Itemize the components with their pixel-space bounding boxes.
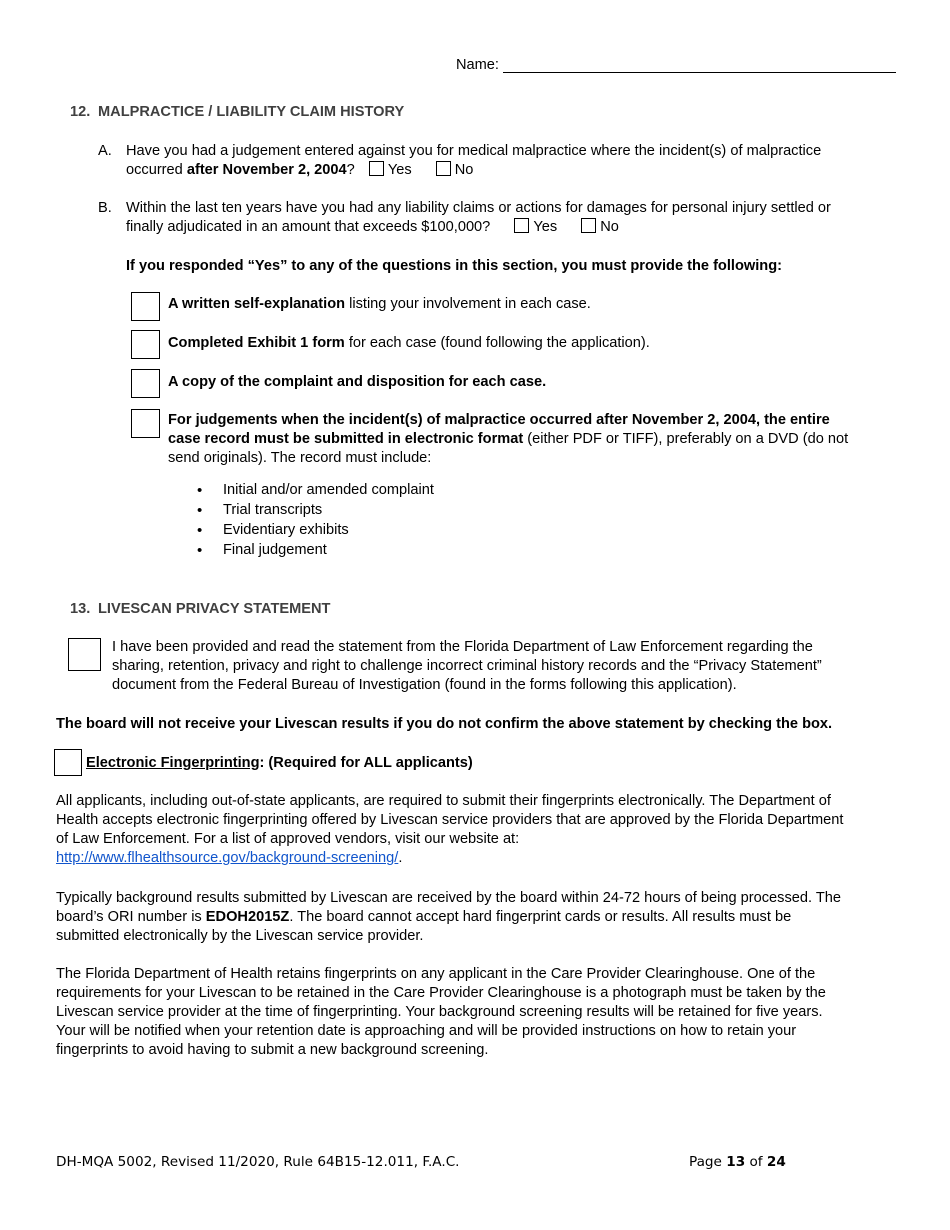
item-3: A copy of the complaint and disposition for each case. — [168, 374, 547, 390]
name-field-row — [456, 56, 896, 75]
question-b-line1: Within the last ten years have you had any liability claims or actions for damages for personal injury settled or — [126, 200, 831, 216]
fingerprinting-paragraph-3: The Florida Department of Health retains fingerprints on any applicant in the Care Provider Clearinghouse. One of the requirements for your Livescan to be retained in the Care Provider Clearinghouse is a photograph must be taken by the Livescan service provider at the time of fingerprinting. Your background screening results will be retained for five years. Your will be notified when your retention date is approaching and will be provided instructions on how to retain your fingerprints to avoid having to submit a new background screening. — [56, 966, 826, 1058]
privacy-statement: I have been provided and read the statement from the Florida Department of Law Enforcement regarding the sharing, retention, privacy and right to challenge incorrect criminal history records and the “Privacy Statement” document from the Federal Bureau of Investigation (found in the forms following this application). — [112, 639, 822, 693]
list-item: • Evidentiary exhibits — [197, 521, 434, 541]
question-b-no-checkbox[interactable] — [581, 218, 596, 233]
question-b-letter: B. — [98, 200, 112, 216]
item-2-checkbox[interactable] — [131, 330, 160, 359]
name-input-line[interactable] — [503, 57, 896, 73]
list-item: • Trial transcripts — [197, 501, 434, 521]
section-12-heading — [70, 103, 404, 122]
section-12-number: 12. — [70, 104, 91, 120]
question-a-yes-checkbox[interactable] — [369, 161, 384, 176]
question-a-no-label: No — [454, 162, 474, 178]
fingerprinting-checkbox[interactable] — [54, 749, 82, 776]
question-a-letter: A. — [98, 143, 112, 159]
question-b-no-label: No — [600, 219, 619, 235]
fingerprinting-paragraph-1: All applicants, including out-of-state applicants, are required to submit their fingerprints electronically. The Department of Health accepts electronic fingerprinting offered by Livescan service providers that are approved by the Florida Department of Law Enforcement. For a list of approved vendors, visit our website at: http://www.flhealthsource.gov/background-screening/. — [56, 793, 844, 866]
fingerprinting-paragraph-2: Typically background results submitted by Livescan are received by the board within 24-72 hours of being processed. The board’s ORI number is EDOH2015Z. The board cannot accept hard fingerprint cards or results. All results must be submitted electronically by the Livescan service provider. — [56, 890, 841, 944]
item-4: For judgements when the incident(s) of malpractice occurred after November 2, 2004, the entire case record must be submitted in electronic format (either PDF or TIFF), preferably on a DVD (do not send originals). The record must include: — [168, 412, 849, 466]
question-b-line2: finally adjudicated in an amount that exceeds $100,000? Yes No — [126, 219, 619, 235]
form-identifier: DH-MQA 5002, Revised 11/2020, Rule 64B15-12.011, F.A.C. — [56, 1154, 460, 1170]
background-screening-link[interactable]: http://www.flhealthsource.gov/background-screening/ — [56, 850, 399, 866]
item-1: A written self-explanation listing your involvement in each case. — [168, 296, 591, 312]
question-a-no-checkbox[interactable] — [436, 161, 451, 176]
question-a-line2: occurred after November 2, 2004? Yes No — [126, 162, 474, 178]
page-number: Page 13 of 24 — [689, 1154, 786, 1170]
item-1-checkbox[interactable] — [131, 292, 160, 321]
section-13-heading — [70, 600, 330, 619]
section-12-instruction: If you responded “Yes” to any of the questions in this section, you must provide the following: — [126, 258, 782, 274]
privacy-statement-checkbox[interactable] — [68, 638, 101, 671]
question-a-line1: Have you had a judgement entered against you for medical malpractice where the incident(s) of malpractice — [126, 143, 822, 159]
name-label: Name: — [456, 57, 499, 73]
list-item: • Initial and/or amended complaint — [197, 481, 434, 501]
item-4-checkbox[interactable] — [131, 409, 160, 438]
section-12-title: MALPRACTICE / LIABILITY CLAIM HISTORY — [98, 104, 405, 120]
question-b-yes-checkbox[interactable] — [514, 218, 529, 233]
section-13-number: 13. — [70, 601, 91, 617]
item-3-checkbox[interactable] — [131, 369, 160, 398]
question-a — [126, 142, 906, 180]
item-2: Completed Exhibit 1 form for each case (found following the application). — [168, 335, 650, 351]
question-b — [126, 199, 916, 237]
section-13-title: LIVESCAN PRIVACY STATEMENT — [98, 601, 331, 617]
list-item: • Final judgement — [197, 541, 434, 561]
livescan-warning: The board will not receive your Livescan results if you do not confirm the above statement by checking the box. — [56, 716, 833, 732]
fingerprinting-heading: Electronic Fingerprinting: (Required for ALL applicants) — [86, 755, 473, 771]
question-b-yes-label: Yes — [533, 219, 558, 235]
ori-number: EDOH2015Z — [205, 909, 290, 925]
record-requirements-list — [197, 481, 434, 561]
question-a-yes-label: Yes — [387, 162, 412, 178]
question-a-date: after November 2, 2004 — [186, 162, 347, 178]
